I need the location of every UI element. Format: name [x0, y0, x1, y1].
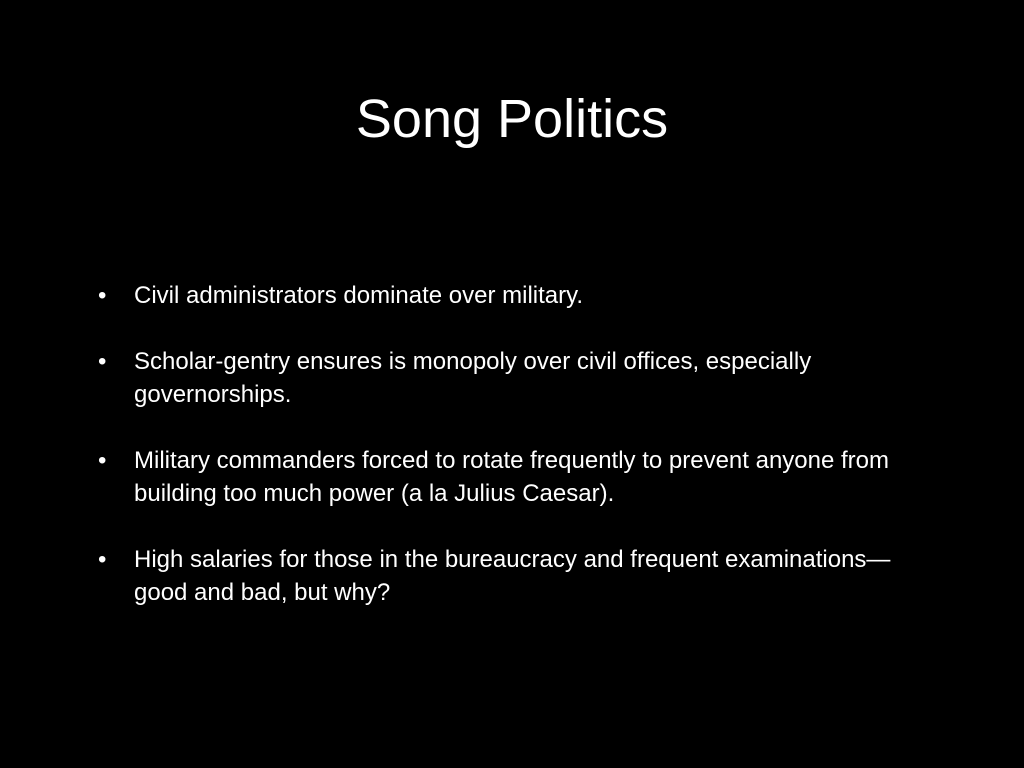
bullet-item: [98, 345, 938, 411]
bullet-text: High salaries for those in the bureaucracy and frequent examinations—good and bad, but why?: [134, 546, 891, 606]
bullet-dot: •: [98, 546, 107, 573]
bullet-dot: •: [98, 348, 107, 375]
bullet-text: Civil administrators dominate over military.: [134, 282, 584, 309]
bullet-item: [98, 279, 938, 312]
slide-title: Song Politics: [355, 89, 669, 149]
bullet-item: [98, 444, 938, 510]
bullet-text: Military commanders forced to rotate frequently to prevent anyone from building too much power (a la Julius Caesar).: [134, 447, 890, 507]
bullet-dot: •: [98, 447, 107, 474]
bullet-list: [98, 279, 938, 642]
bullet-item: [98, 543, 938, 609]
bullet-dot: •: [98, 282, 107, 309]
bullet-text: Scholar-gentry ensures is monopoly over civil offices, especially governorships.: [134, 348, 812, 408]
